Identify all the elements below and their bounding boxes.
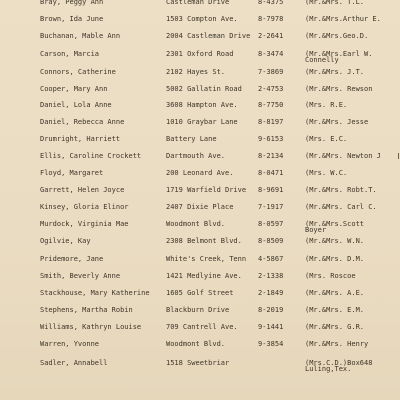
student-name: Connors, Catherine [40,68,116,76]
parent-name: (Mr.&Mrs. T.L. [305,0,365,6]
pencil-mark [395,153,399,159]
student-name: Garrett, Helen Joyce [40,186,125,194]
list-item [0,217,400,234]
parent-name: (Mr.&Mrs. Jesse [305,118,369,126]
phone-number: 8-8509 [258,237,284,245]
phone-number: 8-0471 [258,169,284,177]
address: 2301 Oxford Road [166,50,234,58]
student-name: Buchanan, Mable Ann [40,32,121,40]
student-name: Stackhouse, Mary Katherine [40,289,150,297]
student-name: Pridemore, Jane [40,255,104,263]
list-item [0,12,400,26]
address: 2407 Dixie Place [166,203,234,211]
address: Blackburn Drive [166,306,230,314]
student-name: Drumright, Harriett [40,135,121,143]
parent-name: (Mr.&Mrs. E.M. [305,306,365,314]
phone-number: 2-1849 [258,289,284,297]
address: 1503 Compton Ave. [166,15,238,23]
phone-number: 8-3474 [258,50,284,58]
phone-number: 2-1338 [258,272,284,280]
address: 1421 Medlyine Ave. [166,272,242,280]
address: Battery Lane [166,135,217,143]
student-name: Warren, Yvonne [40,340,100,348]
student-name: Daniel, Rebecca Anne [40,118,125,126]
parent-name: (Mr.&Mrs.Earl W. [305,50,373,58]
list-item [0,252,400,266]
list-item [0,183,400,197]
parent-name: (Mr.&Mrs. Robt.T. [305,186,377,194]
parent-name-continued: Connelly [305,56,339,64]
student-name: Floyd, Margaret [40,169,104,177]
list-item [0,269,400,283]
parent-name: (Mrs. E.C. [305,135,348,143]
student-name: Ogilvie, Kay [40,237,91,245]
student-name: Smith, Beverly Anne [40,272,121,280]
parent-name: (Mr.&Mrs. G.R. [305,323,365,331]
student-name: Sadler, Annabell [40,359,108,367]
list-item [0,65,400,79]
phone-number: 2-4753 [258,85,284,93]
phone-number: 8-8197 [258,118,284,126]
list-item [0,132,400,146]
student-name: Carson, Marcia [40,50,100,58]
list-item [0,0,400,9]
list-item [0,234,400,248]
phone-number: 9-6153 [258,135,284,143]
address: 200 Leonard Ave. [166,169,234,177]
address: 1010 Graybar Lane [166,118,238,126]
list-item [0,98,400,112]
parent-name: (Mr.&Mrs.Scott [305,220,365,228]
student-name: Brown, Ida June [40,15,104,23]
phone-number: 8-7978 [258,15,284,23]
list-item [0,166,400,180]
parent-name: (Mr.&Mrs. A.E. [305,289,365,297]
phone-number: 7-1917 [258,203,284,211]
list-item [0,115,400,129]
parent-name: (Mr.&Mrs. Rewson [305,85,373,93]
parent-name: (Mr.&Mrs. Henry [305,340,369,348]
phone-number: 8-9691 [258,186,284,194]
list-item [0,356,400,373]
phone-number: 8-2134 [258,152,284,160]
parent-name: (Mrs. Roscoe [305,272,356,280]
address: Castleman Drive [166,0,230,6]
parent-name: (Mr.&Mrs. J.T. [305,68,365,76]
parent-name-continued: Boyer [305,226,327,234]
parent-name: (Mrs.C.D.)Box648 [305,359,373,367]
list-item [0,320,400,334]
phone-number: 9-3854 [258,340,284,348]
student-name: Stephens, Martha Robin [40,306,133,314]
address: 5002 Gallatin Road [166,85,242,93]
list-item [0,29,400,43]
phone-number: 4-5867 [258,255,284,263]
student-name: Ellis, Caroline Crockett [40,152,142,160]
list-item [0,149,400,163]
list-item [0,200,400,214]
list-item [0,286,400,300]
address: Woodmont Blvd. [166,220,226,228]
address: 3608 Hampton Ave. [166,101,238,109]
address: 2102 Hayes St. [166,68,226,76]
address: White's Creek, Tenn [166,255,247,263]
parent-name: (Mr.&Mrs. Carl C. [305,203,377,211]
address: 2308 Belmont Blvd. [166,237,242,245]
address: Dartmouth Ave. [166,152,226,160]
phone-number: 8-0597 [258,220,284,228]
parent-name: (Mr.&Mrs. D.M. [305,255,365,263]
phone-number: 2-2641 [258,32,284,40]
address: 1605 Golf Street [166,289,234,297]
student-name: Bray, Peggy Ann [40,0,104,6]
parent-name: (Mr.&Mrs. W.N. [305,237,365,245]
parent-name: (Mr.&Mrs.Geo.D. [305,32,369,40]
list-item [0,303,400,317]
parent-name-continued: Luling,Tex. [305,365,352,373]
parent-name: (Mr.&Mrs. Newton J [305,152,381,160]
list-item [0,47,400,64]
student-name: Williams, Kathryn Louise [40,323,142,331]
student-name: Cooper, Mary Ann [40,85,108,93]
parent-name: (Mrs. W.C. [305,169,348,177]
address: 709 Cantrell Ave. [166,323,238,331]
address: 1719 Warfield Drive [166,186,247,194]
phone-number: 7-3869 [258,68,284,76]
student-name: Daniel, Lola Anne [40,101,112,109]
phone-number: 9-1441 [258,323,284,331]
student-name: Murdock, Virginia Mae [40,220,129,228]
phone-number: 8-4375 [258,0,284,6]
parent-name: (Mrs. R.E. [305,101,348,109]
parent-name: (Mr.&Mrs.Arthur E. [305,15,381,23]
student-name: Kinsey, Gloria Elinor [40,203,129,211]
phone-number: 8-7750 [258,101,284,109]
address: 2004 Castleman Drive [166,32,251,40]
address: Woodmont Blvd. [166,340,226,348]
list-item [0,82,400,96]
address: 1518 Sweetbriar [166,359,230,367]
list-item [0,337,400,351]
phone-number: 8-2019 [258,306,284,314]
